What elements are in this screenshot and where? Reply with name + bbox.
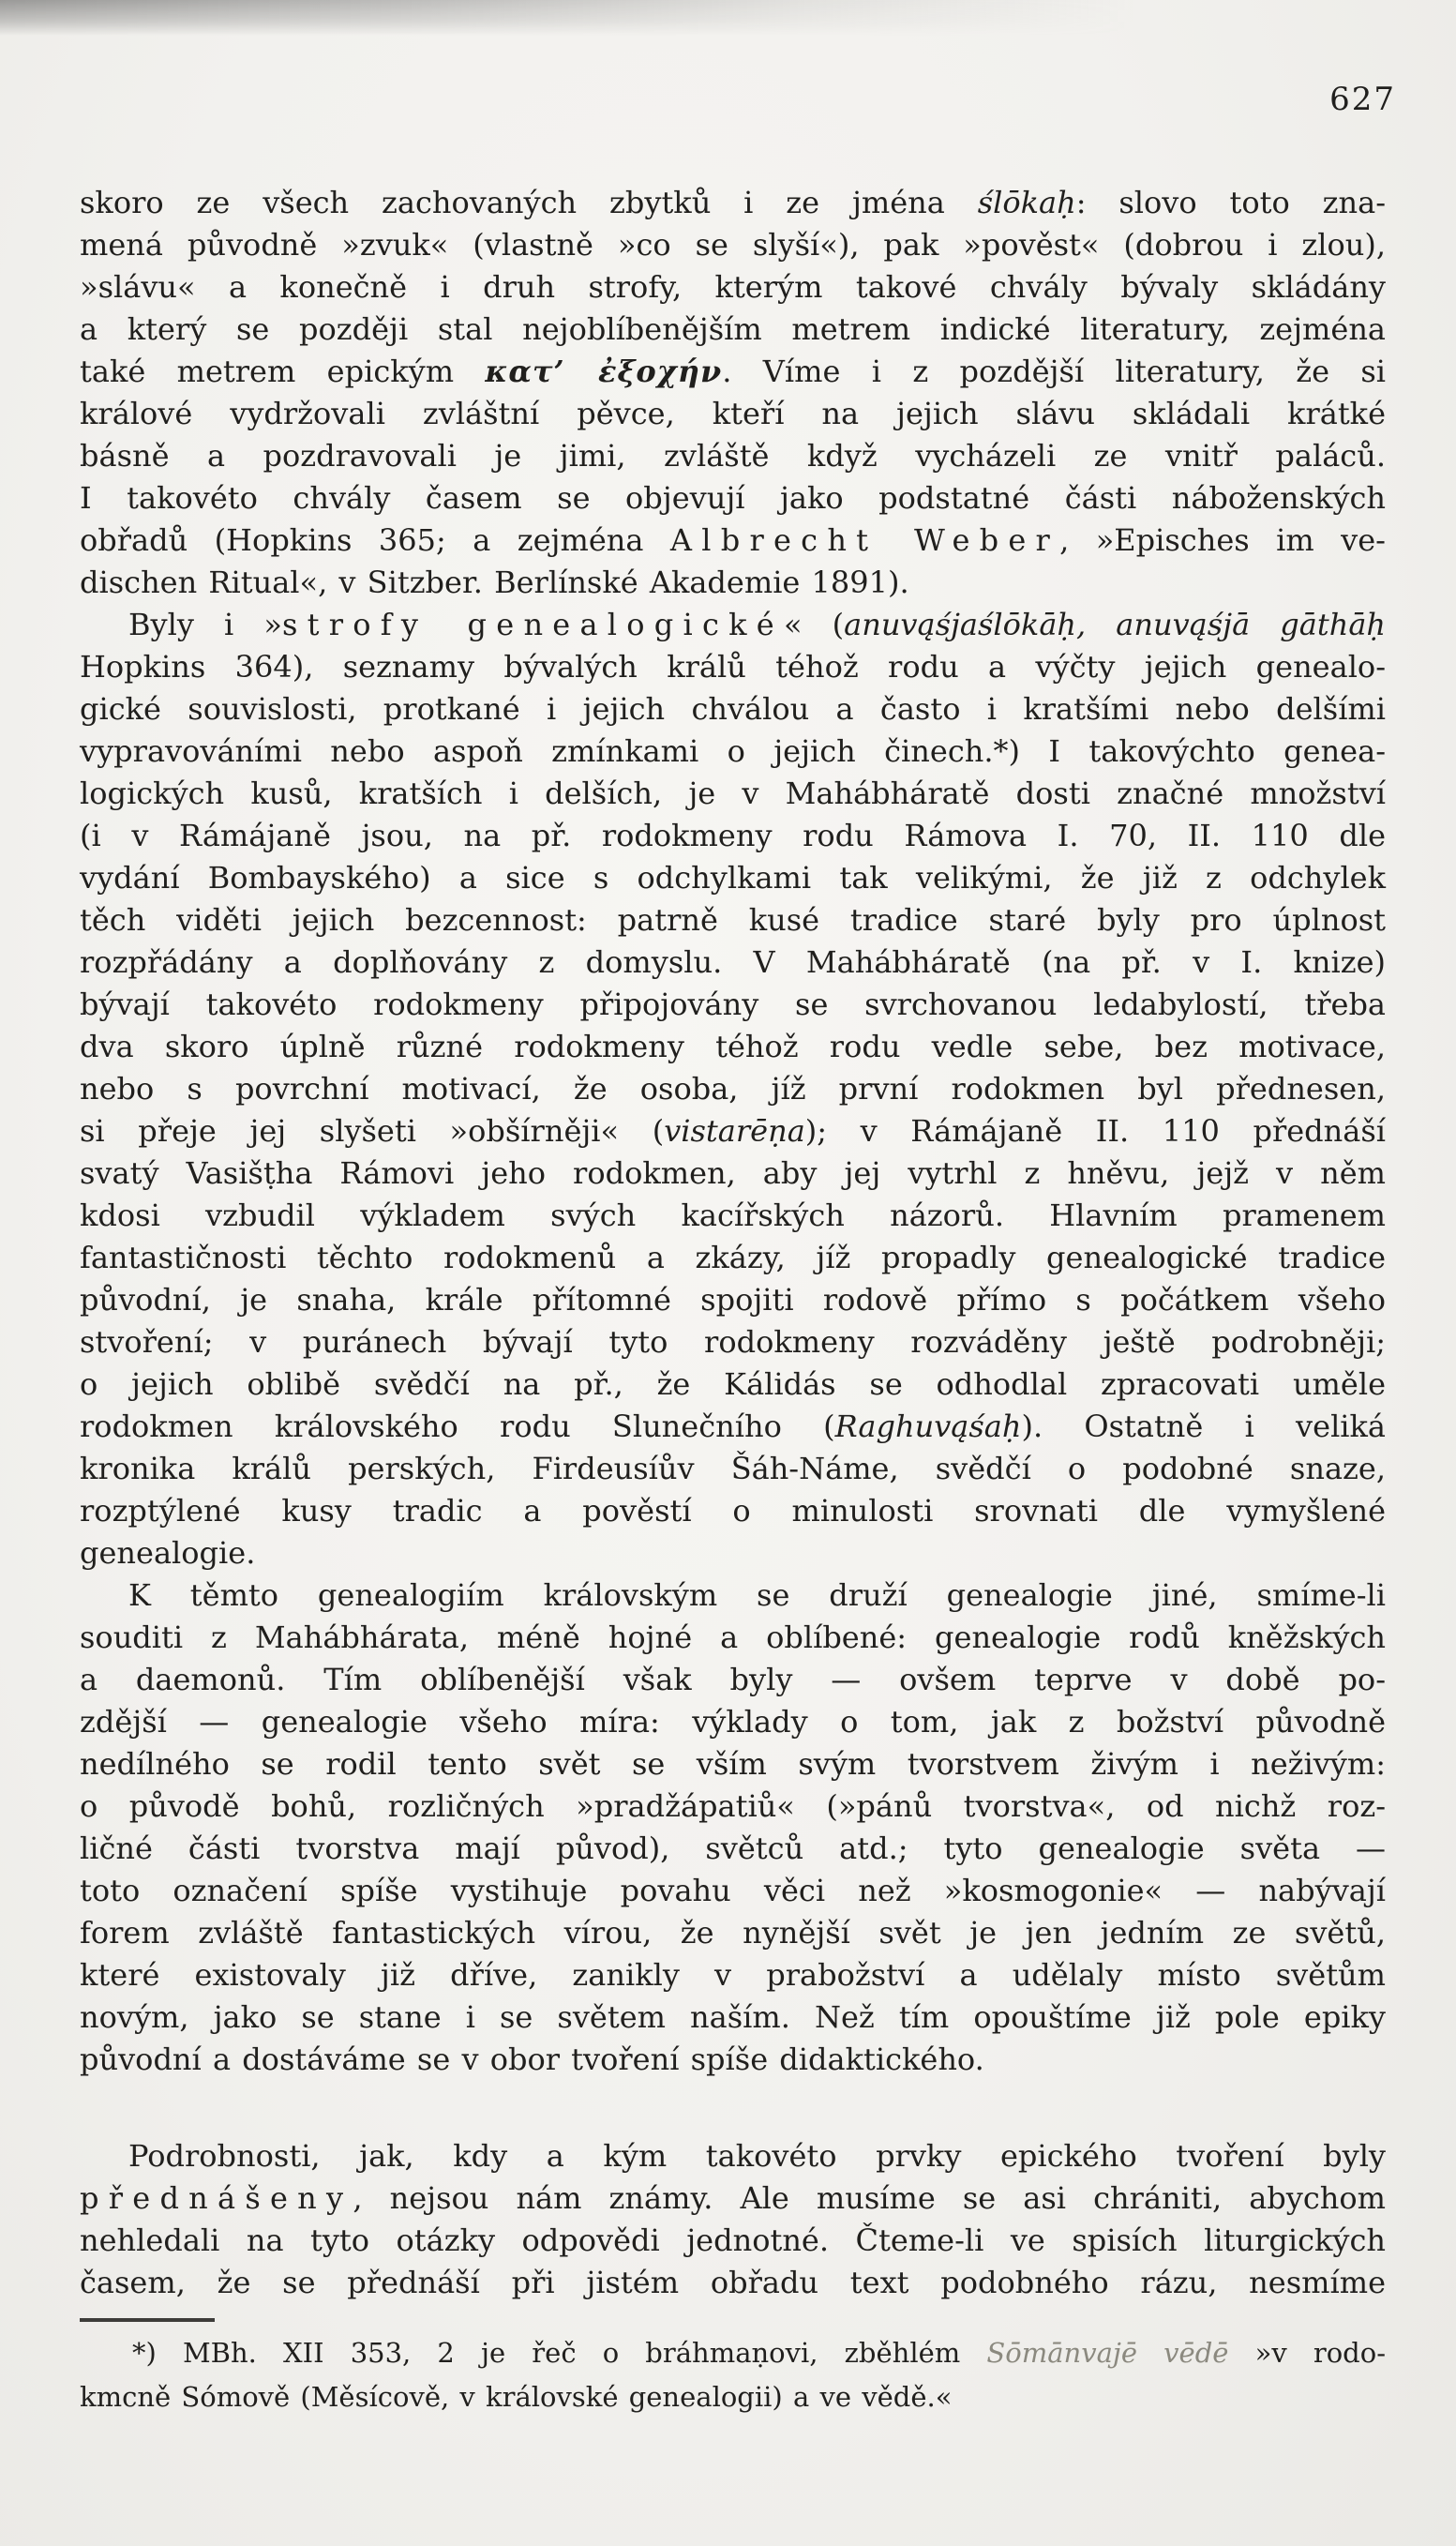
text-run: a který se později stal nejoblíbenějším metrem indické literatury, zejména xyxy=(80,311,1386,347)
text-line xyxy=(80,731,1386,773)
text-line xyxy=(80,1659,1386,1701)
text-run: a daemonů. Tím oblíbenější však byly — ovšem teprve v době po- xyxy=(80,1662,1386,1697)
footnote xyxy=(80,2331,1386,2419)
text-run: také metrem epickým xyxy=(80,354,486,389)
text-line xyxy=(80,984,1386,1026)
text-line xyxy=(80,857,1386,899)
text-run: . Víme i z pozdější literatury, že si xyxy=(722,354,1387,389)
text-run: kronika králů perských, Firdeusíův Šáh-Náme, svědčí o podobné snaze, xyxy=(80,1451,1386,1486)
text-line xyxy=(80,1068,1386,1110)
text-run: nedílného se rodil tento svět se vším svým tvorstvem živým i neživým: xyxy=(80,1746,1386,1782)
text-run: souditi z Mahábhárata, méně hojné a oblíbené: genealogie rodů kněžských xyxy=(80,1619,1386,1655)
text-line xyxy=(80,224,1386,266)
text-run: dischen Ritual«, v Sitzber. Berlínské Akademie 1891). xyxy=(80,565,909,600)
text-run: obřadů (Hopkins 365; a zejména xyxy=(80,522,670,558)
text-line xyxy=(80,1701,1386,1743)
paragraph xyxy=(80,1574,1386,2081)
text-line xyxy=(80,604,1386,646)
text-line xyxy=(80,2262,1386,2304)
text-run: »v rodo- xyxy=(1228,2337,1387,2369)
text-run: o původě bohů, rozličných »pradžápatiů« (»pánů tvorstva«, od nichž roz- xyxy=(80,1788,1386,1824)
text-line xyxy=(80,1617,1386,1659)
text-run: si přeje jej slyšeti »obšírněji« ( xyxy=(80,1113,665,1149)
text-run: vypravováními nebo aspoň zmínkami o jejich činech.*) I takovýchto genea- xyxy=(80,733,1386,769)
text-run: stvoření; v puránech bývají tyto rodokmeny rozváděny ještě podrobněji; xyxy=(80,1324,1386,1360)
text-run: fantastičnosti těchto rodokmenů a zkázy, jíž propadly genealogické tradice xyxy=(80,1240,1386,1275)
paragraph xyxy=(80,2135,1386,2304)
styled-text-run: κατ’ ἐξοχήν xyxy=(485,354,723,389)
text-run: »slávu« a konečně i druh strofy, kterým takové chvály bývaly skládány xyxy=(80,269,1386,305)
text-line xyxy=(80,1195,1386,1237)
text-run: bývají takovéto rodokmeny připojovány se svrchovanou ledabylostí, třeba xyxy=(80,987,1386,1022)
text-line xyxy=(80,773,1386,815)
text-run: gické souvislosti, protkané i jejich chválou a často i kratšími nebo delšími xyxy=(80,691,1386,727)
text-line xyxy=(80,1110,1386,1152)
text-run: svatý Vasišṭha Rámovi jeho rodokmen, aby jej vytrhl z hněvu, jejž v něm xyxy=(80,1155,1386,1191)
text-line xyxy=(80,815,1386,857)
text-line xyxy=(80,1532,1386,1574)
text-line xyxy=(80,1406,1386,1448)
text-line xyxy=(80,1996,1386,2039)
text-run: básně a pozdravovali je jimi, zvláště když vycházeli ze vnitř paláců. xyxy=(80,438,1386,474)
text-line xyxy=(80,1490,1386,1532)
text-line xyxy=(80,1785,1386,1828)
text-run: I takovéto chvály časem se objevují jako podstatné části náboženských xyxy=(80,480,1386,516)
text-line xyxy=(80,1912,1386,1954)
text-line xyxy=(80,435,1386,477)
styled-text-run: Sōmānvajē vēdē xyxy=(986,2337,1229,2369)
text-line xyxy=(80,688,1386,731)
text-line xyxy=(80,2039,1386,2081)
text-run: *) MBh. XII 353, 2 je řeč o bráhmaṇovi, zběhlém xyxy=(132,2337,987,2369)
text-run: těch viděti jejich bezcennost: patrně kusé tradice staré byly pro úplnost xyxy=(80,902,1386,938)
paragraph xyxy=(80,2331,1386,2419)
footnote-rule xyxy=(80,2318,215,2322)
text-run: : slovo toto zna- xyxy=(1075,185,1386,220)
text-run: původní a dostáváme se v obor tvoření spíše didaktického. xyxy=(80,2041,984,2077)
text-run: časem, že se přednáší při jistém obřadu text podobného rázu, nesmíme xyxy=(80,2265,1386,2300)
text-run: K těmto genealogiím královským se druží genealogie jiné, smíme-li xyxy=(128,1577,1386,1613)
text-line xyxy=(80,942,1386,984)
text-run: mená původně »zvuk« (vlastně »co se slyší«), pak »pověst« (dobrou i zlou), xyxy=(80,227,1386,263)
text-run: ); v Rámájaně II. 110 přednáší xyxy=(804,1113,1387,1149)
text-run: dva skoro úplně různé rodokmeny téhož rodu vedle sebe, bez motivace, xyxy=(80,1029,1386,1064)
text-run: novým, jako se stane i se světem naším. Než tím opouštíme již pole epiky xyxy=(80,1999,1386,2035)
text-run: které existovaly již dříve, zanikly v prabožství a udělaly místo světům xyxy=(80,1957,1386,1993)
text-run: (i v Rámájaně jsou, na př. rodokmeny rodu Rámova I. 70, II. 110 dle xyxy=(80,818,1386,853)
text-line xyxy=(80,1743,1386,1785)
text-run: rozptýlené kusy tradic a pověstí o minulosti srovnati dle vymyšlené xyxy=(80,1493,1386,1529)
main-text xyxy=(80,182,1386,2304)
paragraph xyxy=(80,604,1386,1574)
text-line xyxy=(80,182,1386,224)
scan-edge-shadow xyxy=(0,0,1456,36)
text-run: , »Episches im ve- xyxy=(1059,522,1386,558)
styled-text-run: strofy genealogické xyxy=(281,607,784,642)
text-line xyxy=(80,266,1386,309)
text-line xyxy=(80,2331,1386,2375)
text-line xyxy=(80,2135,1386,2177)
text-run: nehledali na tyto otázky odpovědi jednotné. Čteme-li ve spisích liturgických xyxy=(80,2222,1386,2258)
text-line xyxy=(80,1363,1386,1406)
text-run: rozpřádány a doplňovány z domyslu. V Mahábháratě (na př. v I. knize) xyxy=(80,944,1386,980)
styled-text-run: vistarēṇa xyxy=(664,1113,805,1149)
text-run: vydání Bombayského) a sice s odchylkami tak velikými, že již z odchylek xyxy=(80,860,1386,896)
text-line xyxy=(80,2375,1386,2419)
text-line xyxy=(80,899,1386,942)
text-line xyxy=(80,1574,1386,1617)
text-run: původní, je snaha, krále přítomné spojiti rodově přímo s počátkem všeho xyxy=(80,1282,1386,1318)
text-line xyxy=(80,646,1386,688)
text-run: zdější — genealogie všeho míra: výklady o tom, jak z božství původně xyxy=(80,1704,1386,1740)
text-line xyxy=(80,1448,1386,1490)
styled-text-run: ślōkaḥ xyxy=(977,185,1076,220)
text-run: ). Ostatně i veliká xyxy=(1021,1409,1387,1444)
text-line xyxy=(80,1279,1386,1321)
text-line xyxy=(80,477,1386,520)
text-line xyxy=(80,1828,1386,1870)
text-line xyxy=(80,2177,1386,2220)
page-number: 627 xyxy=(1329,81,1396,118)
text-run: Byly i » xyxy=(128,607,282,642)
text-run: Podrobnosti, jak, kdy a kým takovéto prvky epického tvoření byly xyxy=(128,2138,1386,2174)
text-line xyxy=(80,1237,1386,1279)
styled-text-run: přednášeny xyxy=(80,2180,353,2216)
text-run: « ( xyxy=(783,607,845,642)
text-run: logických kusů, kratších i delších, je v Mahábháratě dosti značné množství xyxy=(80,776,1386,811)
text-line xyxy=(80,1321,1386,1363)
text-line xyxy=(80,351,1386,393)
text-run: o jejich oblibě svědčí na př., že Kálidás se odhodlal zpracovati uměle xyxy=(80,1366,1386,1402)
styled-text-run: Raghuvąśaḥ xyxy=(834,1409,1022,1444)
text-run: nebo s povrchní motivací, že osoba, jíž první rodokmen byl přednesen, xyxy=(80,1071,1386,1107)
paragraph xyxy=(80,182,1386,604)
text-line xyxy=(80,1026,1386,1068)
text-run: genealogie. xyxy=(80,1535,256,1571)
text-run: kmcně Sómově (Měsícově, v královské genealogii) a ve vědě.« xyxy=(80,2381,953,2413)
text-run: kdosi vzbudil výkladem svých kacířských názorů. Hlavním pramenem xyxy=(80,1198,1386,1233)
text-line xyxy=(80,1152,1386,1195)
text-line xyxy=(80,1954,1386,1996)
text-line xyxy=(80,309,1386,351)
text-line xyxy=(80,2220,1386,2262)
text-run: toto označení spíše vystihuje povahu věci než »kosmogonie« — nabývají xyxy=(80,1873,1386,1908)
text-line xyxy=(80,562,1386,604)
text-run: rodokmen královského rodu Slunečního ( xyxy=(80,1409,835,1444)
text-run: forem zvláště fantastických vírou, že nynější svět je jen jedním ze světů, xyxy=(80,1915,1386,1951)
text-run: ličné části tvorstva mají původ), světců atd.; tyto genealogie světa — xyxy=(80,1830,1386,1866)
text-line xyxy=(80,1870,1386,1912)
styled-text-run: anuvąśjaślōkāḥ, anuvąśjā gāthāḥ xyxy=(844,607,1387,642)
text-line xyxy=(80,520,1386,562)
styled-text-run: Albrecht Weber xyxy=(669,522,1060,558)
text-line xyxy=(80,393,1386,435)
text-run: Hopkins 364), seznamy bývalých králů téhož rodu a výčty jejich genealo- xyxy=(80,649,1386,685)
text-run: skoro ze všech zachovaných zbytků i ze jména xyxy=(80,185,978,220)
text-run: králové vydržovali zvláštní pěvce, kteří na jejich slávu skládali krátké xyxy=(80,396,1386,431)
text-run: , nejsou nám známy. Ale musíme se asi chrániti, abychom xyxy=(353,2180,1386,2216)
